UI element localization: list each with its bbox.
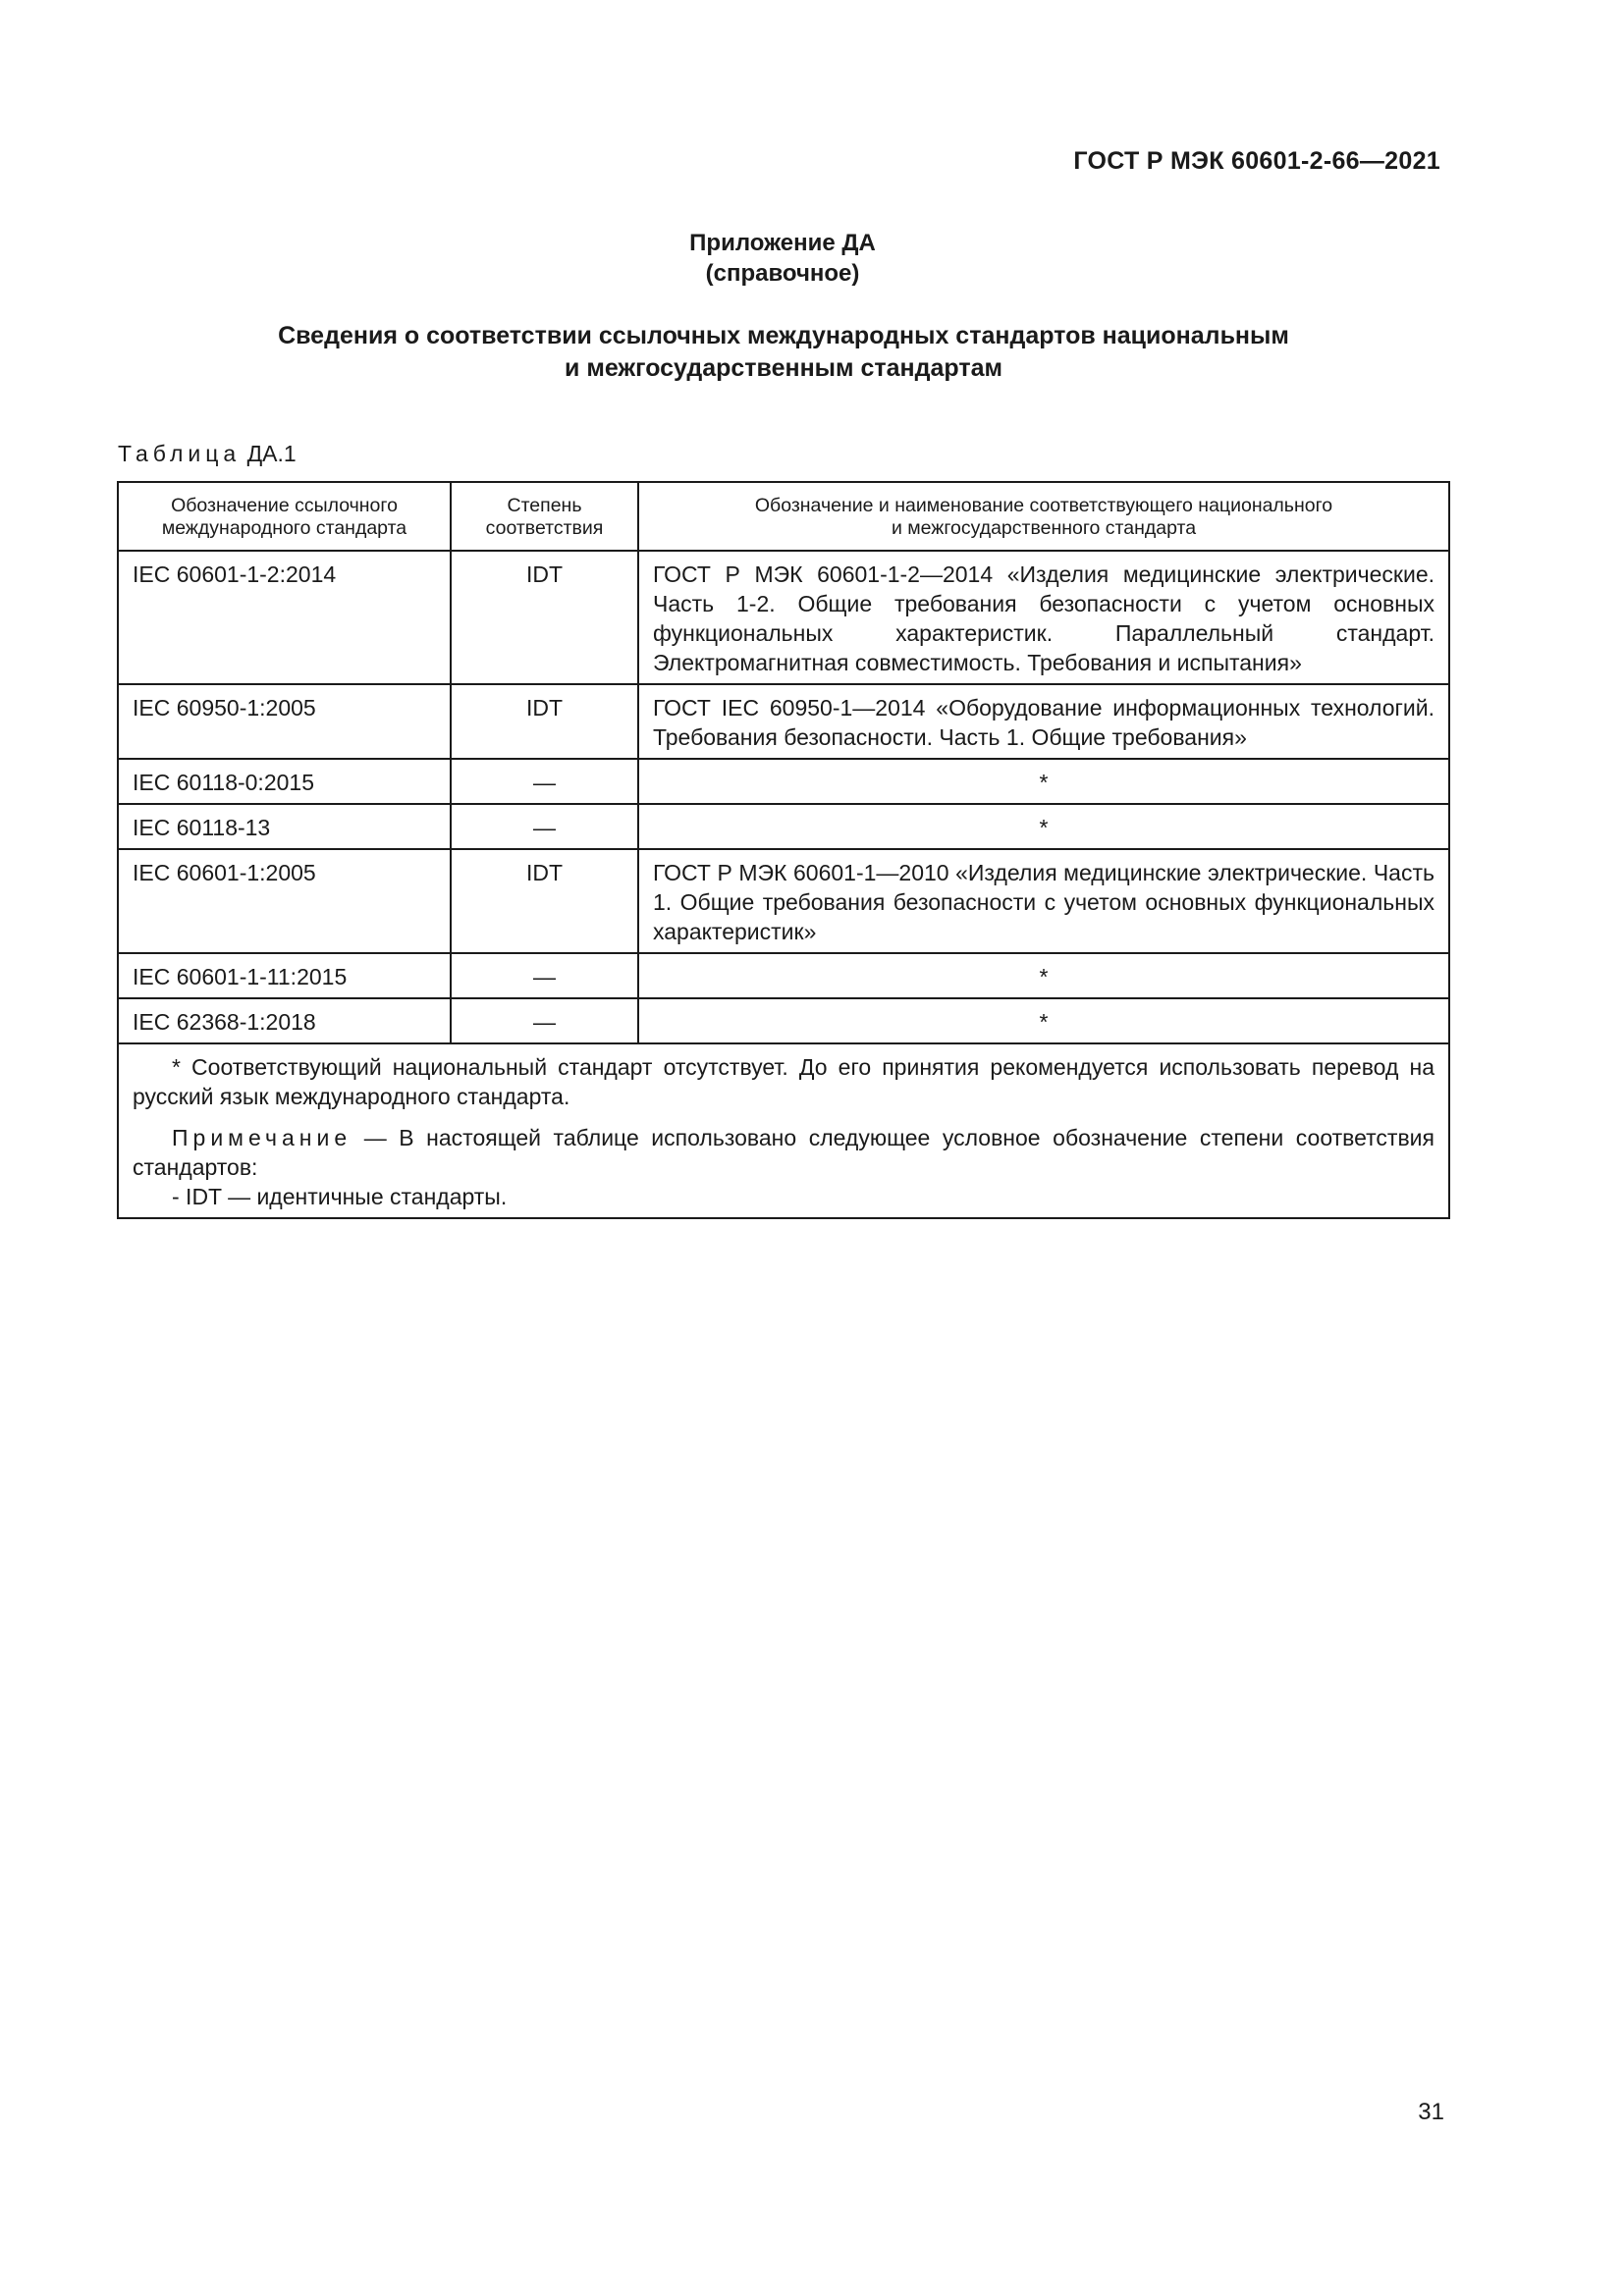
table-row <box>118 998 1449 1043</box>
intl-standard-cell: IEC 62368-1:2018 <box>118 998 451 1043</box>
note-label: Примечание <box>172 1125 352 1150</box>
intl-standard-cell: IEC 60950-1:2005 <box>118 684 451 759</box>
header-national-standard <box>638 482 1449 551</box>
degree-cell: IDT <box>451 849 638 953</box>
national-standard-cell: ГОСТ IEC 60950-1—2014 «Оборудование информационных технологий. Требования безопасности. Часть 1. Общие требования» <box>638 684 1449 759</box>
note-text: — В настоящей таблице использовано следующее условное обозначение степени соответствия стандартов: <box>133 1125 1435 1180</box>
table-row <box>118 759 1449 804</box>
degree-cell: — <box>451 759 638 804</box>
note-list-item: - IDT — идентичные стандарты. <box>172 1184 508 1209</box>
national-standard-cell: * <box>638 953 1449 998</box>
document-code: ГОСТ Р МЭК 60601-2-66—2021 <box>1073 147 1440 175</box>
national-standard-cell: * <box>638 998 1449 1043</box>
degree-cell: IDT <box>451 551 638 684</box>
section-title-line1: Сведения о соответствии ссылочных международных стандартов национальным <box>278 322 1289 349</box>
table-notes <box>118 1043 1449 1218</box>
table-row <box>118 953 1449 998</box>
section-title-line2: и межгосударственным стандартам <box>565 354 1002 382</box>
header-intl-standard <box>118 482 451 551</box>
intl-standard-cell: IEC 60118-13 <box>118 804 451 849</box>
degree-cell: IDT <box>451 684 638 759</box>
national-standard-cell: * <box>638 804 1449 849</box>
appendix-subtitle: (справочное) <box>705 260 860 287</box>
table-caption-id: ДА.1 <box>246 441 297 466</box>
header-national-line2: и межгосударственного стандарта <box>891 517 1197 539</box>
header-intl-line2: международного стандарта <box>161 517 407 539</box>
table-row <box>118 849 1449 953</box>
section-title <box>118 320 1449 385</box>
header-national-line1: Обозначение и наименование соответствующего национального <box>754 495 1333 516</box>
appendix-title: Приложение ДА <box>689 230 876 256</box>
national-standard-cell: * <box>638 759 1449 804</box>
appendix-heading <box>0 228 1565 289</box>
degree-cell: — <box>451 998 638 1043</box>
table-caption-word: Таблица <box>118 441 242 466</box>
intl-standard-cell: IEC 60601-1-2:2014 <box>118 551 451 684</box>
standards-table <box>117 481 1450 1219</box>
table-footnote: * Соответствующий национальный стандарт отсутствует. До его принятия рекомендуется использовать перевод на русский язык международного стандарта. <box>133 1054 1435 1109</box>
table-row <box>118 551 1449 684</box>
table-row <box>118 804 1449 849</box>
header-intl-line1: Обозначение ссылочного <box>171 495 398 516</box>
degree-cell: — <box>451 953 638 998</box>
table-note <box>133 1123 1435 1182</box>
table-header-row <box>118 482 1449 551</box>
header-degree <box>451 482 638 551</box>
header-degree-line2: соответствия <box>485 517 604 539</box>
table-notes-row <box>118 1043 1449 1218</box>
header-degree-line1: Степень <box>507 495 582 516</box>
intl-standard-cell: IEC 60118-0:2015 <box>118 759 451 804</box>
national-standard-cell: ГОСТ Р МЭК 60601-1-2—2014 «Изделия медицинские электрические. Часть 1-2. Общие требования безопасности с учетом основных функциональных характеристик. Параллельный стандарт. Электромагнитная совместимость. Требования и испытания» <box>638 551 1449 684</box>
degree-cell: — <box>451 804 638 849</box>
table-caption <box>118 441 297 467</box>
intl-standard-cell: IEC 60601-1:2005 <box>118 849 451 953</box>
page-number: 31 <box>1418 2099 1444 2125</box>
national-standard-cell: ГОСТ Р МЭК 60601-1—2010 «Изделия медицинские электрические. Часть 1. Общие требования безопасности с учетом основных функциональных характеристик» <box>638 849 1449 953</box>
intl-standard-cell: IEC 60601-1-11:2015 <box>118 953 451 998</box>
table-row <box>118 684 1449 759</box>
